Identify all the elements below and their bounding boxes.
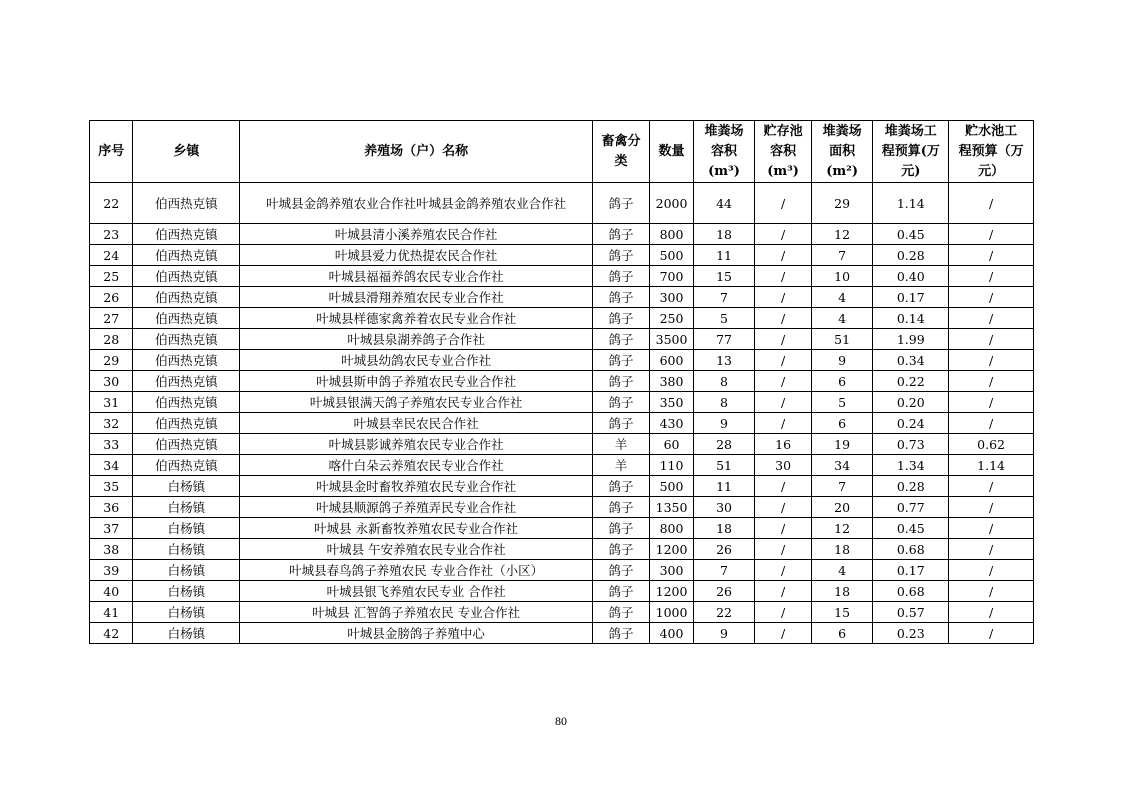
column-header-line: 贮存池	[763, 123, 803, 139]
cell-seq: 23	[90, 224, 133, 245]
cell-type: 鸽子	[592, 183, 650, 224]
cell-manure_area: 4	[811, 308, 873, 329]
cell-name: 叶城县影诚养殖农民专业合作社	[240, 434, 592, 455]
cell-name: 叶城县爱力优热提农民合作社	[240, 245, 592, 266]
column-header-manure_vol	[693, 121, 755, 183]
cell-qty: 250	[650, 308, 693, 329]
cell-pool_budget: /	[949, 497, 1034, 518]
cell-town: 白杨镇	[133, 497, 240, 518]
cell-qty: 1200	[650, 581, 693, 602]
cell-manure_vol: 8	[693, 392, 755, 413]
cell-type: 鸽子	[592, 602, 650, 623]
cell-seq: 22	[90, 183, 133, 224]
cell-manure_vol: 18	[693, 224, 755, 245]
column-header-line: (m³)	[767, 163, 799, 179]
column-header-line: 程预算（万	[958, 143, 1024, 159]
column-header-line: 序号	[98, 143, 125, 159]
cell-manure_budget: 1.14	[873, 183, 949, 224]
cell-town: 伯西热克镇	[133, 245, 240, 266]
cell-town: 白杨镇	[133, 602, 240, 623]
cell-pool_vol: /	[755, 497, 812, 518]
column-header-seq	[90, 121, 133, 183]
cell-manure_vol: 22	[693, 602, 755, 623]
cell-pool_budget: /	[949, 392, 1034, 413]
cell-town: 白杨镇	[133, 623, 240, 644]
cell-pool_budget: 0.62	[949, 434, 1034, 455]
cell-qty: 600	[650, 350, 693, 371]
column-header-line: 畜禽分	[601, 133, 641, 149]
cell-town: 伯西热克镇	[133, 329, 240, 350]
table-header-row	[90, 121, 1034, 183]
cell-pool_vol: /	[755, 623, 812, 644]
table-row	[90, 602, 1034, 623]
cell-town: 伯西热克镇	[133, 308, 240, 329]
table-row	[90, 371, 1034, 392]
cell-manure_area: 10	[811, 266, 873, 287]
cell-town: 伯西热克镇	[133, 455, 240, 476]
cell-name: 叶城县金时畜牧养殖农民专业合作社	[240, 476, 592, 497]
table-row	[90, 623, 1034, 644]
cell-seq: 42	[90, 623, 133, 644]
cell-name: 叶城县幼鸽农民专业合作社	[240, 350, 592, 371]
cell-pool_vol: /	[755, 245, 812, 266]
cell-manure_budget: 0.34	[873, 350, 949, 371]
cell-pool_budget: /	[949, 476, 1034, 497]
cell-town: 伯西热克镇	[133, 266, 240, 287]
table-row	[90, 266, 1034, 287]
cell-manure_budget: 0.45	[873, 224, 949, 245]
cell-pool_vol: /	[755, 413, 812, 434]
cell-manure_vol: 44	[693, 183, 755, 224]
cell-manure_area: 9	[811, 350, 873, 371]
column-header-pool_vol	[755, 121, 812, 183]
table-row	[90, 392, 1034, 413]
cell-manure_area: 19	[811, 434, 873, 455]
cell-seq: 24	[90, 245, 133, 266]
cell-manure_vol: 7	[693, 560, 755, 581]
cell-town: 伯西热克镇	[133, 350, 240, 371]
cell-manure_budget: 0.17	[873, 560, 949, 581]
column-header-line: 容积	[711, 143, 738, 159]
cell-seq: 41	[90, 602, 133, 623]
cell-pool_vol: /	[755, 392, 812, 413]
cell-manure_area: 12	[811, 224, 873, 245]
cell-type: 鸽子	[592, 518, 650, 539]
cell-qty: 1000	[650, 602, 693, 623]
cell-pool_vol: /	[755, 518, 812, 539]
column-header-pool_budget	[949, 121, 1034, 183]
cell-name: 叶城县斯申鸽子养殖农民专业合作社	[240, 371, 592, 392]
cell-manure_area: 51	[811, 329, 873, 350]
cell-manure_budget: 0.73	[873, 434, 949, 455]
cell-pool_budget: /	[949, 350, 1034, 371]
cell-town: 白杨镇	[133, 518, 240, 539]
cell-name: 叶城县 永新畜牧养殖农民专业合作社	[240, 518, 592, 539]
cell-qty: 500	[650, 245, 693, 266]
column-header-line: 类	[614, 153, 628, 169]
cell-manure_area: 7	[811, 245, 873, 266]
cell-pool_vol: /	[755, 329, 812, 350]
cell-manure_area: 29	[811, 183, 873, 224]
cell-qty: 430	[650, 413, 693, 434]
cell-seq: 25	[90, 266, 133, 287]
table-row	[90, 413, 1034, 434]
cell-type: 鸽子	[592, 539, 650, 560]
cell-qty: 700	[650, 266, 693, 287]
cell-pool_budget: /	[949, 413, 1034, 434]
cell-type: 羊	[592, 455, 650, 476]
cell-manure_budget: 1.34	[873, 455, 949, 476]
cell-seq: 35	[90, 476, 133, 497]
column-header-line: 容积	[770, 143, 797, 159]
cell-seq: 28	[90, 329, 133, 350]
cell-manure_vol: 8	[693, 371, 755, 392]
cell-manure_area: 34	[811, 455, 873, 476]
column-header-line: 堆粪场	[822, 123, 862, 139]
cell-manure_vol: 77	[693, 329, 755, 350]
cell-manure_budget: 0.77	[873, 497, 949, 518]
cell-town: 白杨镇	[133, 539, 240, 560]
table-row	[90, 183, 1034, 224]
cell-manure_area: 20	[811, 497, 873, 518]
cell-pool_vol: /	[755, 183, 812, 224]
table-row	[90, 308, 1034, 329]
cell-pool_vol: /	[755, 539, 812, 560]
cell-manure_vol: 11	[693, 245, 755, 266]
cell-town: 伯西热克镇	[133, 224, 240, 245]
cell-pool_vol: /	[755, 602, 812, 623]
cell-manure_budget: 0.14	[873, 308, 949, 329]
cell-name: 叶城县金膀鸽子养殖中心	[240, 623, 592, 644]
cell-type: 鸽子	[592, 245, 650, 266]
cell-seq: 32	[90, 413, 133, 434]
cell-name: 叶城县泉湖养鸽子合作社	[240, 329, 592, 350]
cell-town: 伯西热克镇	[133, 392, 240, 413]
cell-manure_vol: 15	[693, 266, 755, 287]
table-row	[90, 245, 1034, 266]
cell-pool_vol: /	[755, 581, 812, 602]
cell-type: 鸽子	[592, 623, 650, 644]
cell-type: 鸽子	[592, 287, 650, 308]
cell-type: 鸽子	[592, 476, 650, 497]
cell-name: 叶城县金鸽养殖农业合作社叶城县金鸽养殖农业合作社	[240, 183, 592, 224]
cell-manure_vol: 51	[693, 455, 755, 476]
column-header-line: (m³)	[708, 163, 740, 179]
cell-pool_budget: /	[949, 308, 1034, 329]
cell-town: 伯西热克镇	[133, 371, 240, 392]
cell-pool_vol: /	[755, 371, 812, 392]
cell-manure_budget: 0.24	[873, 413, 949, 434]
cell-pool_budget: 1.14	[949, 455, 1034, 476]
cell-name: 叶城县 午安养殖农民专业合作社	[240, 539, 592, 560]
table-body	[90, 183, 1034, 644]
cell-qty: 350	[650, 392, 693, 413]
cell-type: 鸽子	[592, 329, 650, 350]
column-header-line: 乡镇	[173, 143, 200, 159]
cell-manure_budget: 0.57	[873, 602, 949, 623]
cell-type: 鸽子	[592, 266, 650, 287]
cell-name: 叶城县福福养鸽农民专业合作社	[240, 266, 592, 287]
table-row	[90, 434, 1034, 455]
cell-pool_budget: /	[949, 287, 1034, 308]
cell-manure_area: 6	[811, 623, 873, 644]
cell-manure_area: 5	[811, 392, 873, 413]
cell-manure_area: 12	[811, 518, 873, 539]
cell-seq: 33	[90, 434, 133, 455]
table-row	[90, 455, 1034, 476]
cell-pool_vol: /	[755, 308, 812, 329]
column-header-town	[133, 121, 240, 183]
cell-pool_vol: /	[755, 560, 812, 581]
cell-manure_vol: 26	[693, 539, 755, 560]
cell-type: 鸽子	[592, 350, 650, 371]
cell-seq: 36	[90, 497, 133, 518]
cell-pool_budget: /	[949, 602, 1034, 623]
cell-name: 叶城县滑翔养殖农民专业合作社	[240, 287, 592, 308]
cell-manure_vol: 28	[693, 434, 755, 455]
cell-seq: 29	[90, 350, 133, 371]
cell-pool_vol: 30	[755, 455, 812, 476]
cell-pool_vol: /	[755, 266, 812, 287]
cell-pool_budget: /	[949, 245, 1034, 266]
cell-seq: 38	[90, 539, 133, 560]
cell-pool_budget: /	[949, 266, 1034, 287]
cell-manure_area: 6	[811, 413, 873, 434]
column-header-line: 面积	[829, 143, 856, 159]
cell-qty: 300	[650, 560, 693, 581]
table-row	[90, 560, 1034, 581]
cell-type: 鸽子	[592, 308, 650, 329]
cell-name: 叶城县清小溪养殖农民合作社	[240, 224, 592, 245]
cell-manure_vol: 13	[693, 350, 755, 371]
cell-name: 叶城县幸民农民合作社	[240, 413, 592, 434]
cell-manure_vol: 11	[693, 476, 755, 497]
cell-town: 白杨镇	[133, 476, 240, 497]
cell-name: 叶城县银飞养殖农民专业 合作社	[240, 581, 592, 602]
cell-pool_budget: /	[949, 371, 1034, 392]
cell-pool_vol: 16	[755, 434, 812, 455]
cell-name: 叶城县顺源鸽子养殖弄民专业合作社	[240, 497, 592, 518]
cell-manure_budget: 0.17	[873, 287, 949, 308]
cell-type: 鸽子	[592, 371, 650, 392]
table-row	[90, 497, 1034, 518]
cell-type: 鸽子	[592, 224, 650, 245]
cell-seq: 26	[90, 287, 133, 308]
column-header-line: 堆粪场	[704, 123, 744, 139]
column-header-line: (m²)	[826, 163, 859, 179]
column-header-line: 数量	[658, 143, 685, 159]
table-row	[90, 539, 1034, 560]
cell-qty: 3500	[650, 329, 693, 350]
cell-name: 喀什白朵云养殖农民专业合作社	[240, 455, 592, 476]
cell-qty: 110	[650, 455, 693, 476]
cell-pool_budget: /	[949, 518, 1034, 539]
cell-manure_budget: 0.68	[873, 581, 949, 602]
column-header-line: 堆粪场工	[884, 123, 937, 139]
cell-manure_budget: 0.45	[873, 518, 949, 539]
cell-type: 鸽子	[592, 581, 650, 602]
cell-name: 叶城县 汇智鸽子养殖农民 专业合作社	[240, 602, 592, 623]
column-header-line: 程预算(万	[881, 143, 940, 159]
cell-pool_budget: /	[949, 183, 1034, 224]
cell-manure_budget: 0.28	[873, 245, 949, 266]
cell-name: 叶城县春鸟鸽子养殖农民 专业合作社（小区）	[240, 560, 592, 581]
cell-manure_vol: 5	[693, 308, 755, 329]
table-row	[90, 350, 1034, 371]
cell-qty: 380	[650, 371, 693, 392]
cell-manure_vol: 30	[693, 497, 755, 518]
cell-pool_vol: /	[755, 224, 812, 245]
cell-manure_budget: 1.99	[873, 329, 949, 350]
cell-manure_vol: 18	[693, 518, 755, 539]
cell-manure_vol: 9	[693, 623, 755, 644]
cell-town: 伯西热克镇	[133, 287, 240, 308]
cell-pool_vol: /	[755, 287, 812, 308]
cell-manure_area: 6	[811, 371, 873, 392]
cell-type: 鸽子	[592, 497, 650, 518]
cell-qty: 1350	[650, 497, 693, 518]
cell-seq: 34	[90, 455, 133, 476]
cell-pool_vol: /	[755, 350, 812, 371]
farm-table	[89, 120, 1034, 644]
cell-seq: 37	[90, 518, 133, 539]
cell-pool_vol: /	[755, 476, 812, 497]
cell-town: 伯西热克镇	[133, 434, 240, 455]
cell-manure_budget: 0.68	[873, 539, 949, 560]
cell-name: 叶城县样德家禽养着农民专业合作社	[240, 308, 592, 329]
cell-town: 伯西热克镇	[133, 413, 240, 434]
page-number: 80	[555, 714, 567, 728]
cell-town: 白杨镇	[133, 560, 240, 581]
cell-manure_vol: 26	[693, 581, 755, 602]
column-header-type	[592, 121, 650, 183]
cell-type: 鸽子	[592, 392, 650, 413]
table-row	[90, 476, 1034, 497]
cell-qty: 800	[650, 518, 693, 539]
column-header-line: 元）	[978, 163, 1005, 179]
table-row	[90, 518, 1034, 539]
cell-manure_area: 7	[811, 476, 873, 497]
cell-manure_budget: 0.40	[873, 266, 949, 287]
column-header-manure_area	[811, 121, 873, 183]
cell-town: 伯西热克镇	[133, 183, 240, 224]
cell-manure_area: 4	[811, 287, 873, 308]
cell-pool_budget: /	[949, 623, 1034, 644]
table-row	[90, 224, 1034, 245]
column-header-line: 元)	[901, 163, 921, 179]
cell-pool_budget: /	[949, 329, 1034, 350]
column-header-name	[240, 121, 592, 183]
cell-seq: 31	[90, 392, 133, 413]
cell-qty: 800	[650, 224, 693, 245]
cell-manure_area: 4	[811, 560, 873, 581]
cell-pool_budget: /	[949, 539, 1034, 560]
cell-type: 鸽子	[592, 413, 650, 434]
cell-qty: 2000	[650, 183, 693, 224]
column-header-line: 贮水池工	[965, 123, 1018, 139]
cell-seq: 39	[90, 560, 133, 581]
cell-pool_budget: /	[949, 560, 1034, 581]
cell-qty: 400	[650, 623, 693, 644]
cell-manure_area: 18	[811, 581, 873, 602]
cell-qty: 1200	[650, 539, 693, 560]
cell-manure_area: 18	[811, 539, 873, 560]
cell-town: 白杨镇	[133, 581, 240, 602]
cell-pool_budget: /	[949, 224, 1034, 245]
table-row	[90, 287, 1034, 308]
cell-manure_vol: 9	[693, 413, 755, 434]
cell-seq: 40	[90, 581, 133, 602]
cell-manure_vol: 7	[693, 287, 755, 308]
cell-qty: 60	[650, 434, 693, 455]
column-header-manure_budget	[873, 121, 949, 183]
cell-type: 羊	[592, 434, 650, 455]
cell-manure_budget: 0.20	[873, 392, 949, 413]
cell-manure_budget: 0.22	[873, 371, 949, 392]
cell-seq: 30	[90, 371, 133, 392]
table-row	[90, 581, 1034, 602]
table-row	[90, 329, 1034, 350]
column-header-qty	[650, 121, 693, 183]
cell-pool_budget: /	[949, 581, 1034, 602]
cell-qty: 300	[650, 287, 693, 308]
cell-qty: 500	[650, 476, 693, 497]
cell-manure_area: 15	[811, 602, 873, 623]
cell-manure_budget: 0.23	[873, 623, 949, 644]
cell-name: 叶城县银满天鸽子养殖农民专业合作社	[240, 392, 592, 413]
cell-type: 鸽子	[592, 560, 650, 581]
column-header-line: 养殖场（户）名称	[364, 143, 469, 159]
cell-manure_budget: 0.28	[873, 476, 949, 497]
cell-seq: 27	[90, 308, 133, 329]
